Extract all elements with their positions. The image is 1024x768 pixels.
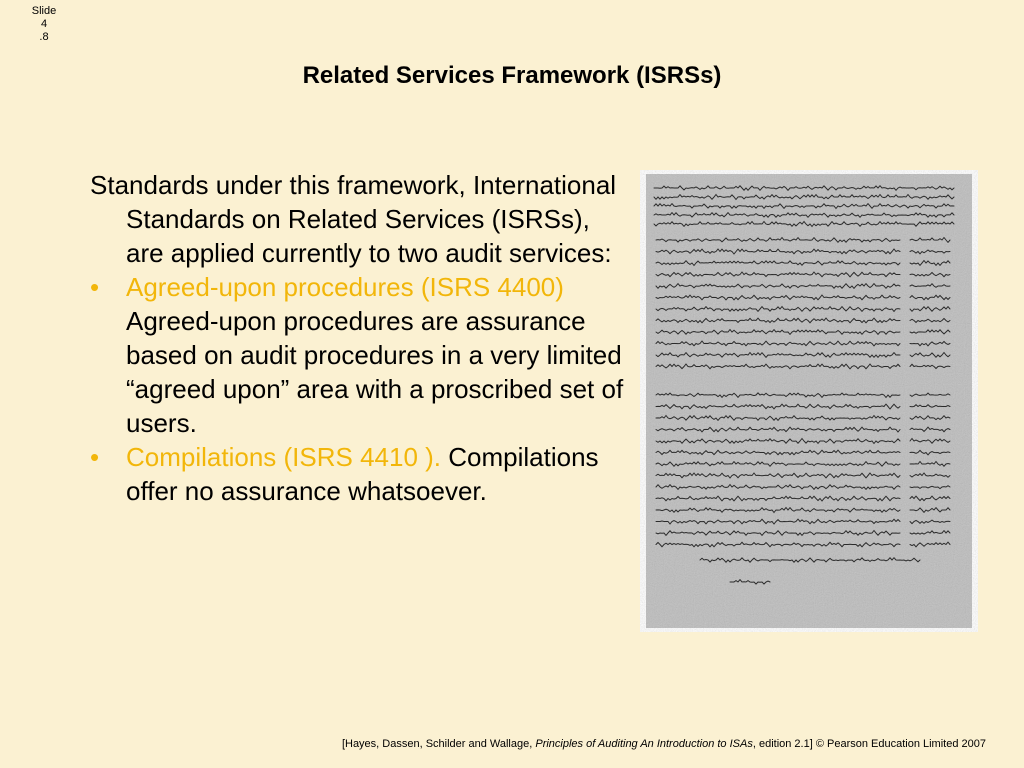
manuscript-image [640, 170, 978, 632]
citation-book: Principles of Auditing An Introduction to ISAs [535, 738, 753, 750]
bullet-highlight: Compilations (ISRS 4410 ). [126, 442, 442, 472]
citation [342, 738, 986, 750]
bullet-highlight: Agreed-upon procedures (ISRS 4400) [126, 272, 564, 302]
bullet-marker: • [90, 272, 100, 302]
slide-title: Related Services Framework (ISRSs) [302, 62, 722, 89]
bullet-compilations [90, 440, 625, 508]
intro-paragraph: Standards under this framework, International Standards on Related Services (ISRSs), are applied currently to two audit services: [90, 170, 617, 268]
bullet-text: Compilations offer no assurance whatsoever. [126, 442, 599, 506]
bullet-text: Agreed-upon procedures are assurance based on audit procedures in a very limited “agreed upon” area with a proscribed set of users. [126, 306, 624, 438]
slide-number [28, 5, 60, 44]
bullet-marker: • [90, 442, 100, 472]
citation-pre: [Hayes, Dassen, Schilder and Wallage, [341, 738, 536, 750]
slide-body [90, 168, 625, 508]
slide-number-line1: Slide 4 [31, 5, 57, 30]
slide-number-line2: .8 [39, 31, 49, 43]
bullet-agreed-upon [90, 270, 625, 440]
manuscript-illustration [640, 170, 978, 632]
citation-post: , edition 2.1] © Pearson Education Limited 2007 [752, 738, 986, 750]
